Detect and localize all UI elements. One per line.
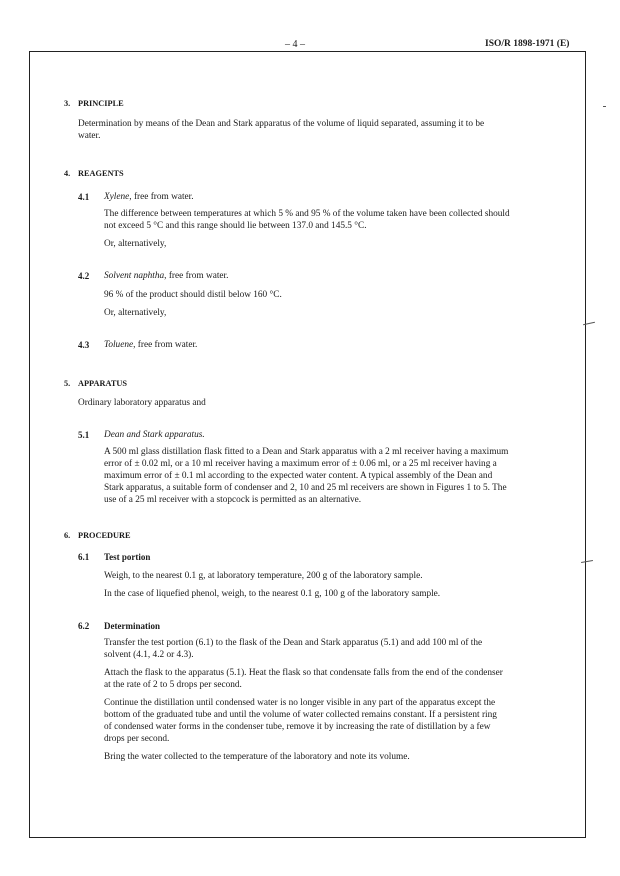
scan-mark: [603, 106, 606, 107]
procedure-6-2-para-3-line-1: Continue the distillation until condensed water is no longer visible in any part of the apparatus except the: [104, 698, 496, 708]
section-4-title: REAGENTS: [78, 169, 124, 178]
procedure-6-2-title: Determination: [104, 621, 160, 631]
procedure-6-2-para-1-line-1: Transfer the test portion (6.1) to the flask of the Dean and Stark apparatus (5.1) and add 100 ml of the: [104, 638, 483, 648]
apparatus-5-1-line-1: A 500 ml glass distillation flask fitted to a Dean and Stark apparatus with a 2 ml receiver having a maximum: [104, 447, 509, 457]
reagent-4-1-alternative: Or, alternatively,: [104, 239, 167, 249]
apparatus-5-1-number: 5.1: [78, 430, 90, 440]
principle-text-line-2: water.: [78, 131, 101, 141]
procedure-6-2-para-3-line-2: bottom of the graduated tube and until the volume of water collected remains constant. If a persistent ring: [104, 710, 497, 720]
principle-text-line-1: Determination by means of the Dean and Stark apparatus of the volume of liquid separated, assuming it to be: [78, 119, 485, 129]
reagent-4-1-number: 4.1: [78, 192, 90, 202]
reagent-4-1-name: Xylene: [104, 192, 130, 202]
section-5-title: APPARATUS: [78, 379, 128, 388]
reagent-4-2-desc-1: 96 % of the product should distil below 160 °C.: [104, 290, 282, 300]
procedure-6-2-para-1-line-2: solvent (4.1, 4.2 or 4.3).: [104, 650, 194, 660]
procedure-6-1-para-2: In the case of liquefied phenol, weigh, to the nearest 0.1 g, 100 g of the laboratory sample.: [104, 589, 441, 599]
procedure-6-2-para-3-line-3: of condensed water forms in the condenser tube, remove it by increasing the rate of distillation by a few: [104, 722, 491, 732]
reagent-4-2-name: Solvent naphtha: [104, 271, 165, 281]
reagent-4-3-line: [104, 339, 197, 352]
procedure-6-2-para-4: Bring the water collected to the temperature of the laboratory and note its volume.: [104, 752, 410, 762]
procedure-6-2-number: 6.2: [78, 621, 90, 631]
reagent-4-2-rest: , free from water.: [164, 271, 229, 281]
reagent-4-2-number: 4.2: [78, 271, 90, 281]
section-3-title: PRINCIPLE: [78, 99, 124, 108]
reagent-4-2-line: [104, 270, 228, 283]
apparatus-5-1-line-4: Stark apparatus, a suitable form of condenser and 2, 10 and 25 ml receivers are shown in Figures 1 to 5. The: [104, 483, 507, 493]
apparatus-5-1-line-2: error of ± 0.02 ml, or a 10 ml receiver having a maximum error of ± 0.06 ml, or a 25 ml receiver having a: [104, 459, 497, 469]
reagent-4-3-name: Toluene: [104, 340, 134, 350]
apparatus-5-1-line-5: use of a 25 ml receiver with a stopcock is permitted as an alternative.: [104, 495, 362, 505]
reagent-4-1-rest: , free from water.: [129, 192, 194, 202]
procedure-6-1-para-1: Weigh, to the nearest 0.1 g, at laboratory temperature, 200 g of the laboratory sample.: [104, 571, 423, 581]
section-4-number: 4.: [64, 169, 71, 178]
standard-reference: ISO/R 1898-1971 (E): [485, 39, 570, 49]
page-number: – 4 –: [285, 39, 305, 50]
reagent-4-3-number: 4.3: [78, 340, 90, 350]
reagent-4-1-desc-2: not exceed 5 °C and this range should lie between 137.0 and 145.5 °C.: [104, 221, 367, 231]
reagent-4-1-desc-1: The difference between temperatures at which 5 % and 95 % of the volume taken have been collected should: [104, 209, 510, 219]
apparatus-5-1-name: Dean and Stark apparatus.: [104, 430, 205, 440]
section-6-number: 6.: [64, 531, 71, 540]
apparatus-intro: Ordinary laboratory apparatus and: [78, 398, 206, 408]
procedure-6-2-para-2-line-1: Attach the flask to the apparatus (5.1). Heat the flask so that condensate falls from the end of the condenser: [104, 668, 503, 678]
reagent-4-2-alternative: Or, alternatively,: [104, 308, 167, 318]
section-3-number: 3.: [64, 99, 71, 108]
apparatus-5-1-line-3: maximum error of ± 0.1 ml according to the expected water content. A typical assembly of the Dean and: [104, 471, 493, 481]
procedure-6-2-para-3-line-4: drops per second.: [104, 734, 170, 744]
reagent-4-3-rest: , free from water.: [133, 340, 198, 350]
procedure-6-2-para-2-line-2: at the rate of 2 to 5 drops per second.: [104, 680, 242, 690]
section-5-number: 5.: [64, 379, 71, 388]
section-6-title: PROCEDURE: [78, 531, 131, 540]
procedure-6-1-number: 6.1: [78, 552, 90, 562]
reagent-4-1-line: [104, 191, 194, 204]
procedure-6-1-title: Test portion: [104, 552, 151, 562]
